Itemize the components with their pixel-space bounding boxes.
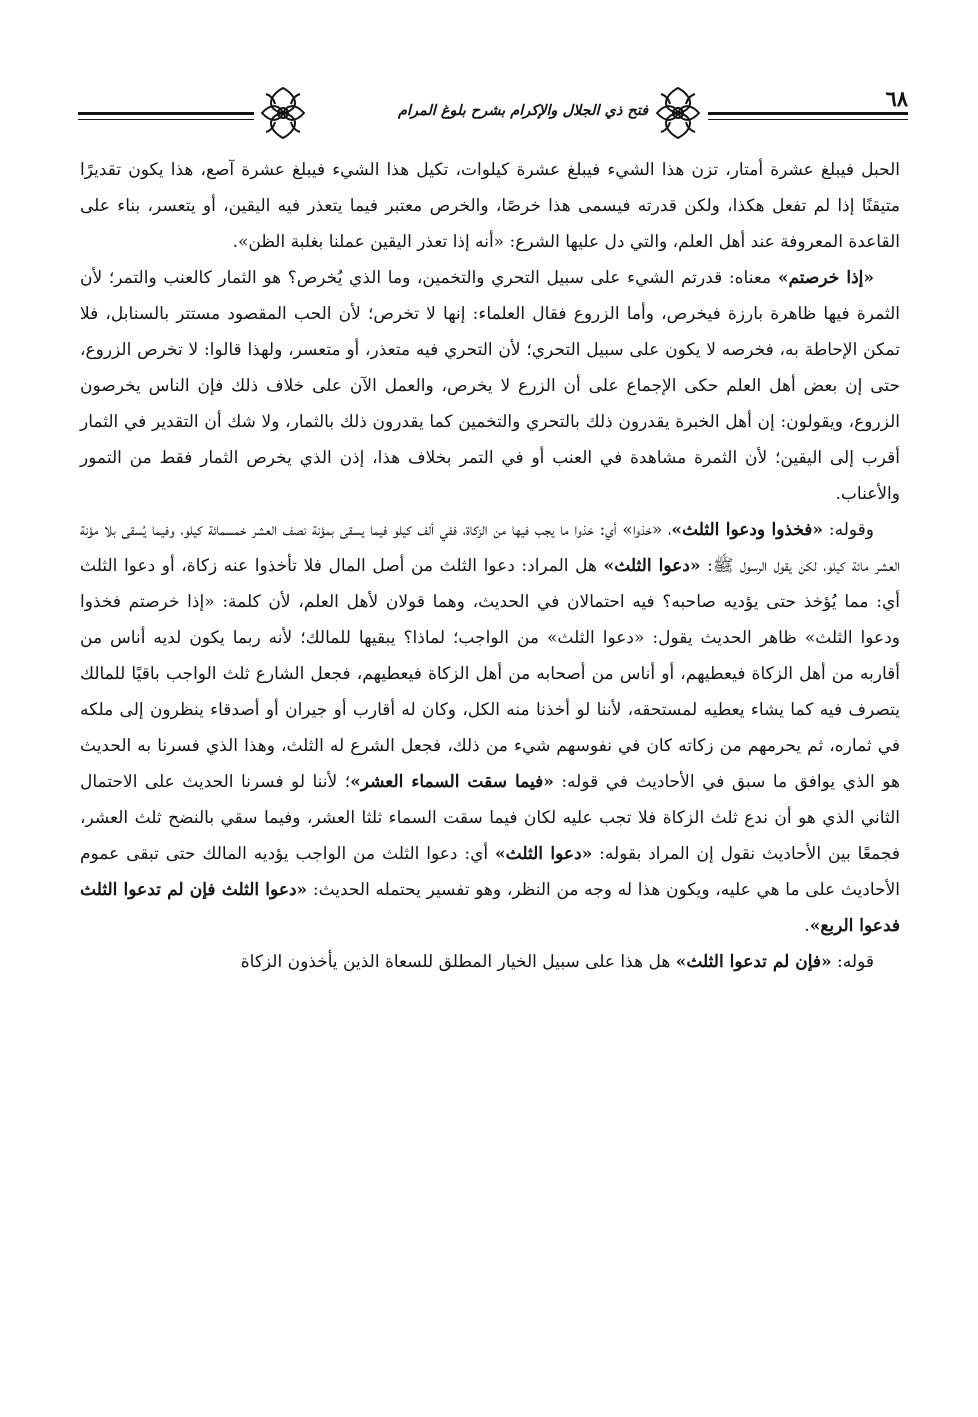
page-body	[80, 152, 900, 980]
text-run: أي: دعوا الثلث من الواجب يؤديه المالك حتى تبقى عموم الأحاديث على ما هي عليه، ويكون هذا له وجه من النظر، وهو تفسير يحتمله الحديث:	[80, 844, 900, 900]
header-rule-left-thin	[78, 119, 254, 120]
text-run: الحبل فيبلغ عشرة أمتار، تزن هذا الشيء فيبلغ عشرة كيلوات، تكيل هذا الشيء فيبلغ عشرة آصع، هذا يكون تقديرًا متيقنًا إذا لم تفعل هكذا، ولكن قدرته فيسمى هذا خرصًا، والخرص معتبر فيما يتعذر فيه اليقين، أو يتعسر، بناء على القاعدة المعروفة عند أهل العلم، والتي دل عليها الشرع: «أنه إذا تعذر اليقين عملنا بغلبة الظن».	[80, 160, 900, 252]
paragraph	[80, 152, 900, 260]
text-run: .	[804, 916, 810, 936]
hadith-quote: «دعوا الثلث»	[603, 556, 701, 576]
floral-ornament-icon	[258, 84, 308, 142]
running-title: فتح ذي الجلال والإكرام بشرح بلوغ المرام	[397, 102, 649, 119]
header-rule-right-thin	[708, 119, 908, 120]
paragraph	[80, 512, 900, 944]
paragraph	[80, 944, 900, 980]
text-run: وقوله:	[823, 520, 874, 540]
hadith-quote: «دعوا الثلث فإن لم تدعوا الثلث فدعوا الربع»	[80, 880, 900, 936]
text-run: ، «خذوا» أي: خذوا ما يجب فيها من الزكاة، ففي ألف كيلو فيما يسقى بمؤنة نصف العشر خمسمائة كيلو، وفيما يُسقى بلا مؤنة العشر مائة كيلو، لكن يقول الرسول ﷺ:	[80, 520, 900, 576]
hadith-quote: «إذا خرصتم»	[777, 268, 875, 288]
hadith-quote: «فإن لم تدعوا الثلث»	[675, 952, 832, 972]
hadith-quote: «دعوا الثلث»	[495, 844, 593, 864]
hadith-quote: «فخذوا ودعوا الثلث»	[671, 520, 824, 540]
page-number: ٦٨	[885, 86, 908, 111]
header-rule-left	[78, 112, 254, 115]
text-run: معناه: قدرتم الشيء على سبيل التحري والتخمين، وما الذي يُخرص؟ هو الثمار كالعنب والتمر؛ لأن الثمرة فيها ظاهرة بارزة فيخرص، وأما الزروع فقال العلماء: إنها لا تخرص؛ لأن الحب المقصود مستتر بالسنابل، فلا تمكن الإحاطة به، فخرصه لا يكون على سبيل التحري؛ لأن التحري فيه متعذر، أو متعسر، ولهذا قالوا: لا تخرص الزروع، حتى إن بعض أهل العلم حكى الإجماع على أن الزرع لا يخرص، والعمل الآن على خلاف ذلك فإن الناس يخرصون الزروع، ويقولون: إن أهل الخبرة يقدرون ذلك بالتحري والتخمين كما يقدرون ذلك بالثمار، ولا شك أن التقدير في الثمار أقرب إلى اليقين؛ لأن الثمرة مشاهدة في العنب أو في التمر بخلاف هذا، إذن الذي يخرص الثمار فقط من التمور والأعناب.	[80, 268, 900, 504]
page-header	[78, 84, 908, 144]
header-rule-right	[708, 112, 908, 115]
text-run: هل المراد: دعوا الثلث من أصل المال فلا تأخذوا عنه زكاة، أو دعوا الثلث أي: مما يُؤخذ حتى يؤديه صاحبه؟ فيه احتمالان في الحديث، وهما قولان لأهل العلم، لأن كلمة: «إذا خرصتم فخذوا ودعوا الثلث» ظاهر الحديث يقول: «دعوا الثلث» من الواجب؛ لماذا؟ يبقيها للمالك؛ لأنه ربما يكون لديه أناس من أقاربه من أهل الزكاة فيعطيهم، أو أناس من أصحابه من أهل الزكاة فيعطيهم، فجعل الشارع ثلث الواجب باقيًا للمالك يتصرف فيه كما يشاء يعطيه لمستحقه، لأننا لو أخذنا منه الكل، وكان له أقارب أو جيران أو أصدقاء ينظرون إلى ملكه في ثماره، ثم يحرمهم من زكاته كان في نفوسهم شيء من ذلك، فجعل الشرع له الثلث، وهذا الذي فسرنا به الحديث هو الذي يوافق ما سبق في الأحاديث في قوله:	[80, 556, 900, 792]
text-run: ؛ لأننا لو فسرنا الحديث على الاحتمال الثاني الذي هو أن ندع ثلث الزكاة فلا تجب عليه لكان فيما سقت السماء ثلثا العشر، وفيما سقي بالنضح ثلث العشر، فجمعًا بين الأحاديث نقول إن المراد بقوله:	[80, 772, 900, 864]
text-run: قوله:	[831, 952, 874, 972]
paragraph	[80, 260, 900, 512]
text-run: هل هذا على سبيل الخيار المطلق للسعاة الذين يأخذون الزكاة	[240, 952, 676, 972]
hadith-quote: «فيما سقت السماء العشر»	[350, 772, 554, 792]
